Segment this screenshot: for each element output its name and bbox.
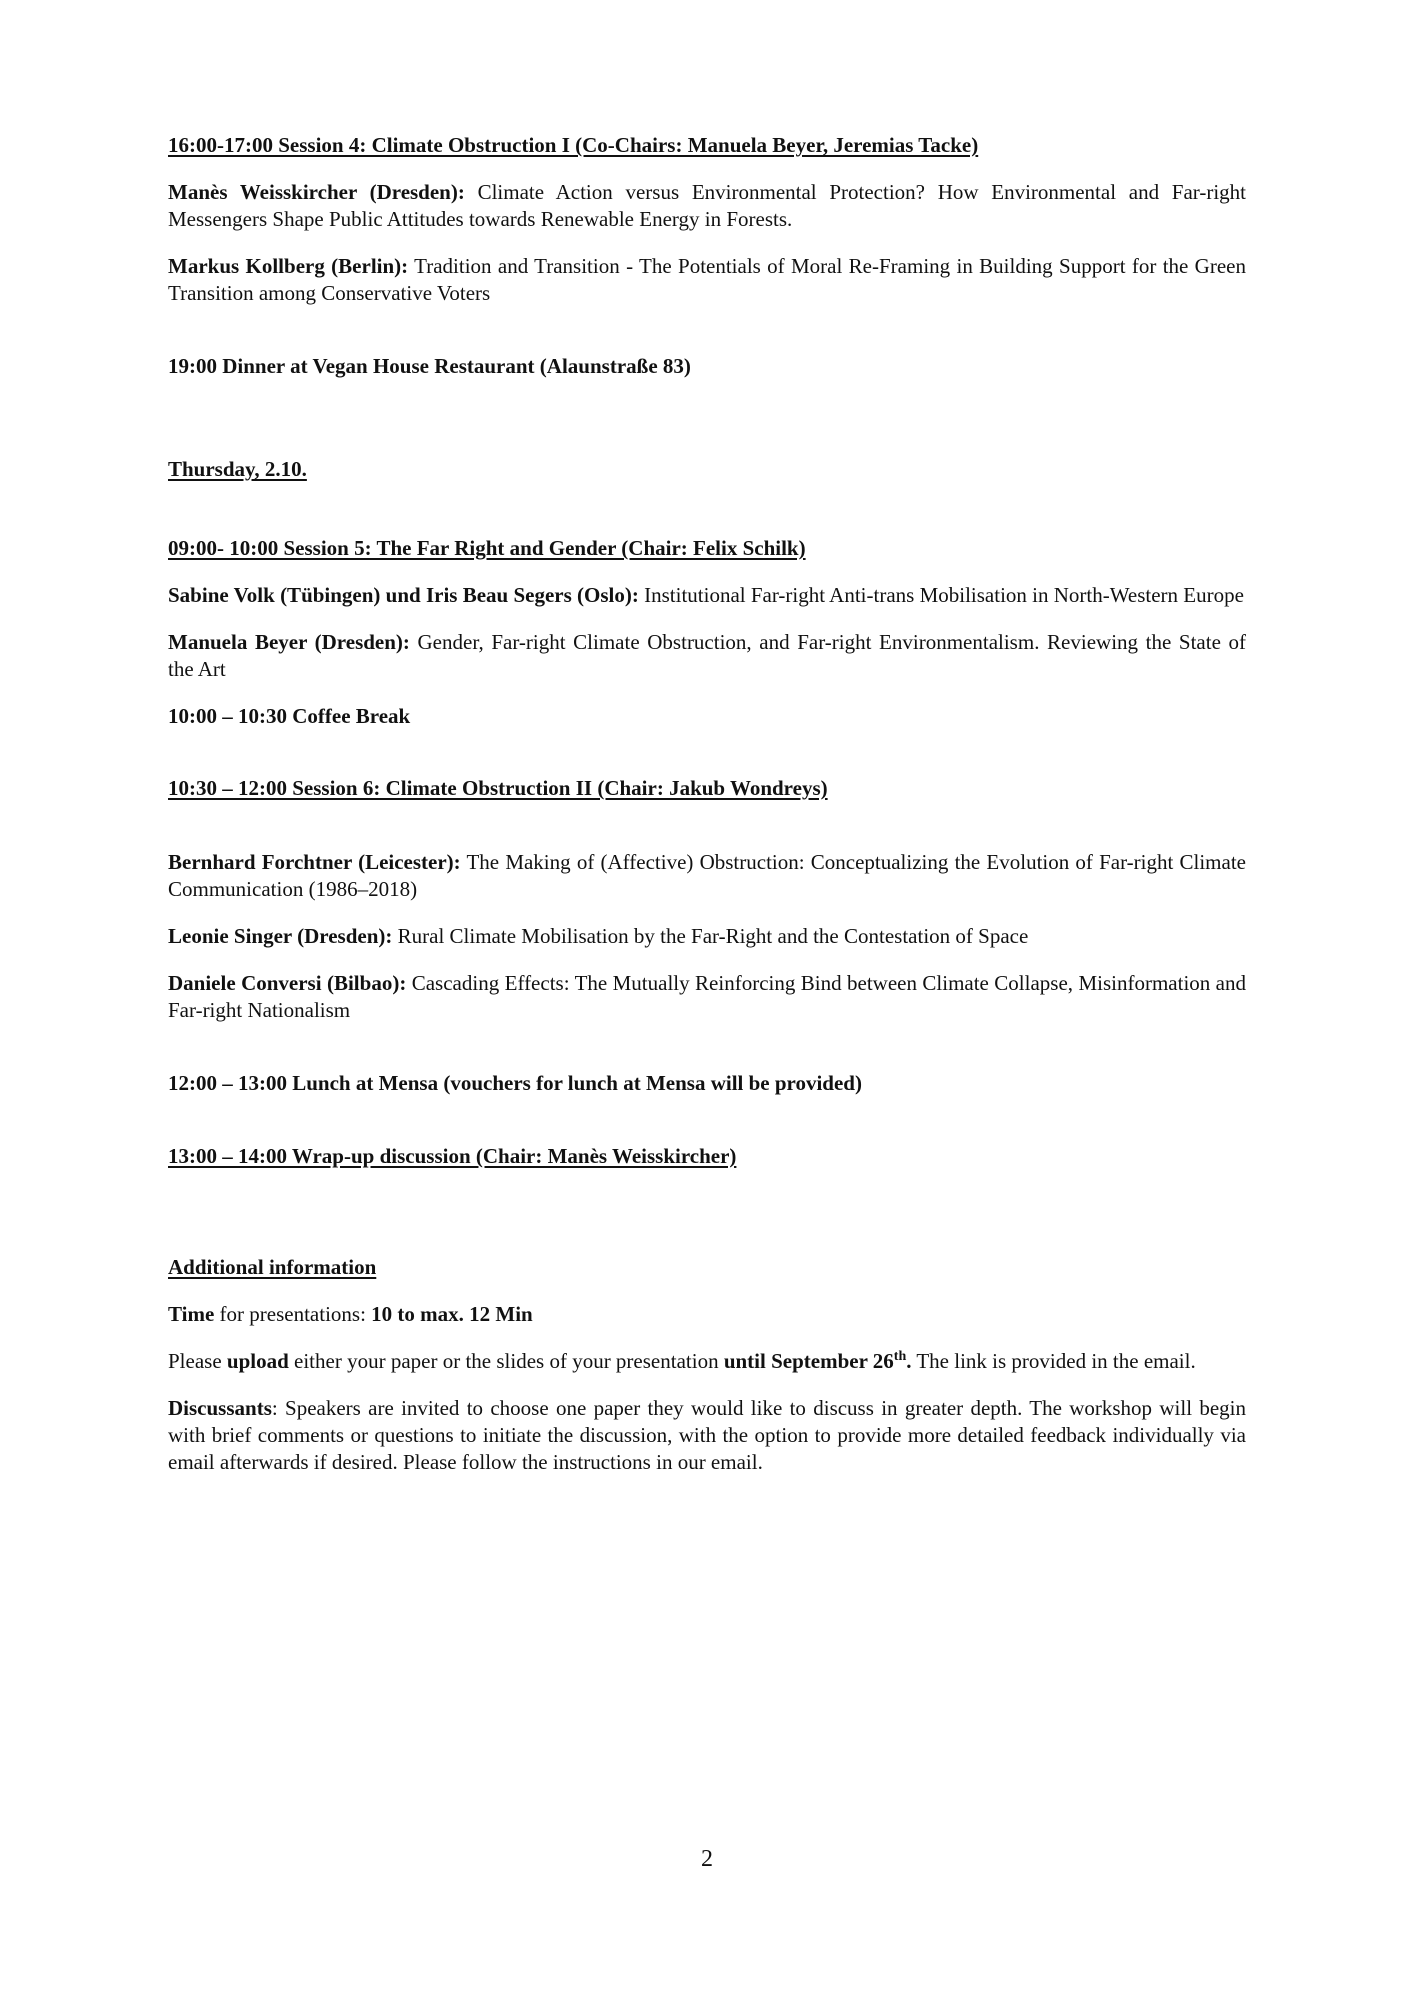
speaker-name: Manuela Beyer (Dresden):: [168, 630, 410, 654]
talk-conversi: [168, 970, 1246, 1024]
talk-volk-segers: [168, 582, 1246, 609]
session-6-heading: 10:30 – 12:00 Session 6: Climate Obstruction II (Chair: Jakub Wondreys): [168, 776, 828, 800]
discussants-text: : Speakers are invited to choose one paper they would like to discuss in greater depth. The workshop will begin with brief comments or questions to initiate the discussion, with the option to provide more detailed feedback individually via email afterwards if desired. Please follow the instructions in our email.: [168, 1396, 1246, 1474]
day-heading-thursday: Thursday, 2.10.: [168, 457, 307, 481]
talk-title: Tradition and Transition - The Potentials of Moral Re-Framing in Building Support for the Green Transition among Conservative Voters: [168, 254, 1246, 305]
upload-mid: either your paper or the slides of your presentation: [288, 1349, 724, 1373]
time-value: 10 to max. 12 Min: [371, 1302, 533, 1326]
upload-post: The link is provided in the email.: [911, 1349, 1196, 1373]
talk-kollberg: [168, 253, 1246, 307]
talk-beyer: [168, 629, 1246, 683]
talk-title: Gender, Far-right Climate Obstruction, and Far-right Environmentalism. Reviewing the State of the Art: [168, 630, 1246, 681]
time-label: Time: [168, 1302, 215, 1326]
discussants-label: Discussants: [168, 1396, 272, 1420]
dinner-event: 19:00 Dinner at Vegan House Restaurant (Alaunstraße 83): [168, 354, 691, 378]
talk-singer: [168, 923, 1246, 950]
upload-pre: Please: [168, 1349, 227, 1373]
page-number: 2: [701, 1846, 713, 1872]
talk-title: The Making of (Affective) Obstruction: Conceptualizing the Evolution of Far-right Climate Communication (1986–2018): [168, 850, 1246, 901]
upload-deadline-dot: .: [906, 1349, 912, 1373]
speaker-name: Manès Weisskircher (Dresden):: [168, 180, 465, 204]
talk-title: Rural Climate Mobilisation by the Far-Right and the Contestation of Space: [397, 924, 1029, 948]
speaker-name: Leonie Singer (Dresden):: [168, 924, 393, 948]
talk-weisskircher: [168, 179, 1246, 233]
session-4-heading: 16:00-17:00 Session 4: Climate Obstruction I (Co-Chairs: Manuela Beyer, Jeremias Tacke): [168, 133, 979, 157]
additional-info-heading: Additional information: [168, 1255, 377, 1279]
speaker-name: Daniele Conversi (Bilbao):: [168, 971, 407, 995]
wrapup-heading: 13:00 – 14:00 Wrap-up discussion (Chair: Manès Weisskircher): [168, 1144, 737, 1168]
speaker-name: Bernhard Forchtner (Leicester):: [168, 850, 461, 874]
coffee-break: 10:00 – 10:30 Coffee Break: [168, 704, 411, 728]
time-text: for presentations:: [214, 1302, 372, 1326]
lunch-event: 12:00 – 13:00 Lunch at Mensa (vouchers for lunch at Mensa will be provided): [168, 1071, 862, 1095]
talk-title: Climate Action versus Environmental Protection? How Environmental and Far-right Messengers Shape Public Attitudes towards Renewable Energy in Forests.: [168, 180, 1247, 231]
discussants-info: [168, 1395, 1246, 1476]
talk-forchtner: [168, 849, 1246, 903]
presentation-time-info: [168, 1301, 1246, 1328]
page-content: [168, 132, 1246, 1476]
speaker-name: Markus Kollberg (Berlin):: [168, 254, 409, 278]
upload-info: [168, 1348, 1246, 1375]
talk-title: Cascading Effects: The Mutually Reinforcing Bind between Climate Collapse, Misinformation and Far-right Nationalism: [168, 971, 1247, 1022]
session-5-heading: 09:00- 10:00 Session 5: The Far Right and Gender (Chair: Felix Schilk): [168, 536, 806, 560]
upload-keyword: upload: [226, 1349, 289, 1373]
speaker-name: Sabine Volk (Tübingen) und Iris Beau Segers (Oslo):: [168, 583, 639, 607]
talk-title: Institutional Far-right Anti-trans Mobilisation in North-Western Europe: [644, 583, 1244, 607]
upload-deadline: [724, 1349, 912, 1373]
upload-deadline-text: until September 26: [723, 1349, 894, 1373]
upload-deadline-sup: th: [893, 1349, 907, 1364]
